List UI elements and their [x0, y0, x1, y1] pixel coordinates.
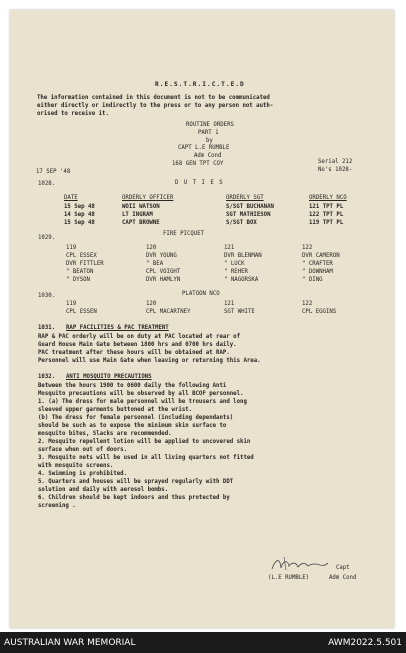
duties-row-3-officer: CAPT BROWNE: [122, 220, 160, 226]
duties-row-1-nco: 121 TPT PL: [309, 204, 344, 210]
picquet-col-1-name-3: " BEATON: [66, 269, 94, 275]
duties-heading: D U T I E S: [175, 180, 224, 186]
platoon-nco-col-3-name: SGT WHITE: [224, 309, 255, 315]
archive-footer: [0, 632, 406, 653]
duties-row-2-officer: LT INGRAM: [122, 212, 153, 218]
orders-appointment: Adm Cond: [194, 153, 222, 159]
orders-title: ROUTINE ORDERS: [186, 122, 234, 128]
picquet-col-4-name-1: DVR CAMERON: [302, 253, 340, 259]
platoon-nco-col-1-name: CPL ESSEN: [66, 309, 97, 315]
picquet-col-3-name-4: " NAGORSKA: [224, 277, 259, 283]
rap-line-3: PAC treatment after these hours will be obtained at RAP.: [38, 350, 230, 356]
duties-row-2-date: 14 Sep 48: [64, 212, 95, 218]
rap-line-4: Personnel will use Main Gate when leaving or returning this Area.: [38, 358, 261, 364]
picquet-number: 1029.: [38, 235, 56, 241]
orders-author: CAPT L.E RUMBLE: [178, 145, 230, 151]
mosquito-line-11: with mosquito screens.: [38, 463, 114, 469]
picquet-col-4-pl: 122: [302, 245, 313, 251]
orders-part: PART 1: [198, 130, 219, 136]
archive-reference: AWM2022.5.501: [328, 638, 402, 648]
picquet-col-1-name-1: CPL ESSEX: [66, 253, 97, 259]
mosquito-line-12: 4. Swimming is prohibited.: [38, 471, 128, 477]
duties-row-3-date: 15 Sep 48: [64, 220, 95, 226]
picquet-col-4-name-2: " CRAFTER: [302, 261, 333, 267]
mosquito-line-16: screening .: [38, 503, 76, 509]
mosquito-line-15: 6. Children should be kept indoors and thus protected by: [38, 495, 230, 501]
platoon-nco-col-4-name: CPL EGGINS: [302, 309, 337, 315]
duties-col-officer: ORDERLY OFFICER: [122, 195, 174, 201]
signature-appointment: Adm Cond: [329, 575, 357, 581]
mosquito-line-7: mosquito bites, Slacks are recommended.: [38, 431, 172, 437]
notice-line-1: The information contained in this document is not to be communicated: [37, 95, 270, 101]
archive-name: AUSTRALIAN WAR MEMORIAL: [4, 638, 136, 648]
platoon-nco-number: 1030.: [38, 293, 56, 299]
signature-name: (L.E RUMBLE): [268, 575, 310, 581]
picquet-col-1-name-4: " DYSON: [66, 277, 90, 283]
duties-row-1-date: 15 Sep 48: [64, 204, 95, 210]
platoon-nco-col-4-pl: 122: [302, 301, 313, 307]
picquet-col-4-name-4: " DING: [302, 277, 323, 283]
platoon-nco-col-3-pl: 121: [224, 301, 235, 307]
rap-line-1: RAP & PAC orderly will be on duty at PAC located at rear of: [38, 334, 241, 340]
rap-number: 1031.: [38, 325, 56, 331]
platoon-nco-col-2-pl: 120: [146, 301, 157, 307]
mosquito-line-4: sleeved upper garments buttoned at the wrist.: [38, 407, 193, 413]
duties-row-3-sgt: S/SGT BOX: [226, 220, 257, 226]
orders-unit: 168 GEN TPT COY: [172, 161, 224, 167]
picquet-col-2-name-2: " BEA: [146, 261, 164, 267]
duties-col-date: DATE: [64, 195, 78, 201]
picquet-col-2-pl: 120: [146, 245, 157, 251]
mosquito-line-6: should be such as to expose the minimum skin surface to: [38, 423, 227, 429]
order-numbers: No's 1028-: [318, 167, 353, 173]
platoon-nco-col-1-pl: 119: [66, 301, 77, 307]
picquet-col-3-name-2: " LUCK: [224, 261, 245, 267]
picquet-col-3-pl: 121: [224, 245, 235, 251]
picquet-col-4-name-3: " DOWNHAM: [302, 269, 333, 275]
picquet-heading: FIRE PICQUET: [163, 231, 205, 237]
serial-number: Serial 212: [318, 159, 353, 165]
duties-row-1-officer: WOII WATSON: [122, 204, 160, 210]
orders-by: by: [206, 138, 213, 144]
order-date: 17 SEP '48: [36, 169, 71, 175]
mosquito-number: 1032.: [38, 374, 56, 380]
platoon-nco-col-2-name: CPL MACARTNEY: [146, 309, 191, 315]
platoon-nco-heading: PLATOON NCO: [182, 291, 220, 297]
mosquito-line-9: surface when out of doors.: [38, 447, 128, 453]
duties-number: 1028.: [38, 181, 56, 187]
mosquito-line-2: Mosquito precautions will be observed by all BCOF personnel.: [38, 391, 244, 397]
classification-label: R.E.S.T.R.I.C.T.E.D: [155, 81, 245, 88]
mosquito-line-5: (b) The dress for female personnel (including dependants): [38, 415, 234, 421]
duties-row-2-nco: 122 TPT PL: [309, 212, 344, 218]
picquet-col-2-name-3: CPL VOIGHT: [146, 269, 181, 275]
duties-col-sgt: ORDERLY SGT: [226, 195, 264, 201]
mosquito-heading: ANTI MOSQUITO PRECAUTIONS: [66, 374, 152, 380]
notice-line-3: orised to receive it.: [37, 111, 109, 117]
picquet-col-2-name-4: DVR HAMLYN: [146, 277, 181, 283]
picquet-col-3-name-1: DVR BLENMAN: [224, 253, 262, 259]
duties-row-1-sgt: S/SGT BUCHANAN: [226, 204, 274, 210]
rap-heading: RAP FACILITIES & PAC TREATMENT: [66, 325, 169, 331]
rap-line-2: Guard House Main Gate between 1800 hrs and 0700 hrs daily.: [38, 342, 237, 348]
picquet-col-3-name-3: " REHER: [224, 269, 248, 275]
mosquito-line-1: Between the hours 1900 to 0600 daily the following Anti: [38, 383, 227, 389]
mosquito-line-3: 1. (a) The dress for male personnel will be trousers and long: [38, 399, 247, 405]
mosquito-line-13: 5. Quarters and houses will be sprayed regularly with DDT: [38, 479, 234, 485]
duties-col-nco: ORDERLY NCO: [309, 195, 347, 201]
duties-row-2-sgt: SGT MATHIESON: [226, 212, 271, 218]
picquet-col-2-name-1: DVR YOUNG: [146, 253, 177, 259]
mosquito-line-10: 3. Mosquito nets will be used in all living quarters not fitted: [38, 455, 254, 461]
mosquito-line-14: solution and daily with aerosol bombs.: [38, 487, 169, 493]
picquet-col-1-name-2: DVR FITTLER: [66, 261, 104, 267]
handwritten-signature: [270, 554, 330, 574]
picquet-col-1-pl: 119: [66, 245, 77, 251]
notice-line-2: either directly or indirectly to the press or to any person not auth-: [37, 103, 274, 109]
duties-row-3-nco: 119 TPT PL: [309, 220, 344, 226]
mosquito-line-8: 2. Mosquito repellent lotion will be applied to uncovered skin: [38, 439, 251, 445]
signature-rank: Capt: [336, 565, 350, 571]
